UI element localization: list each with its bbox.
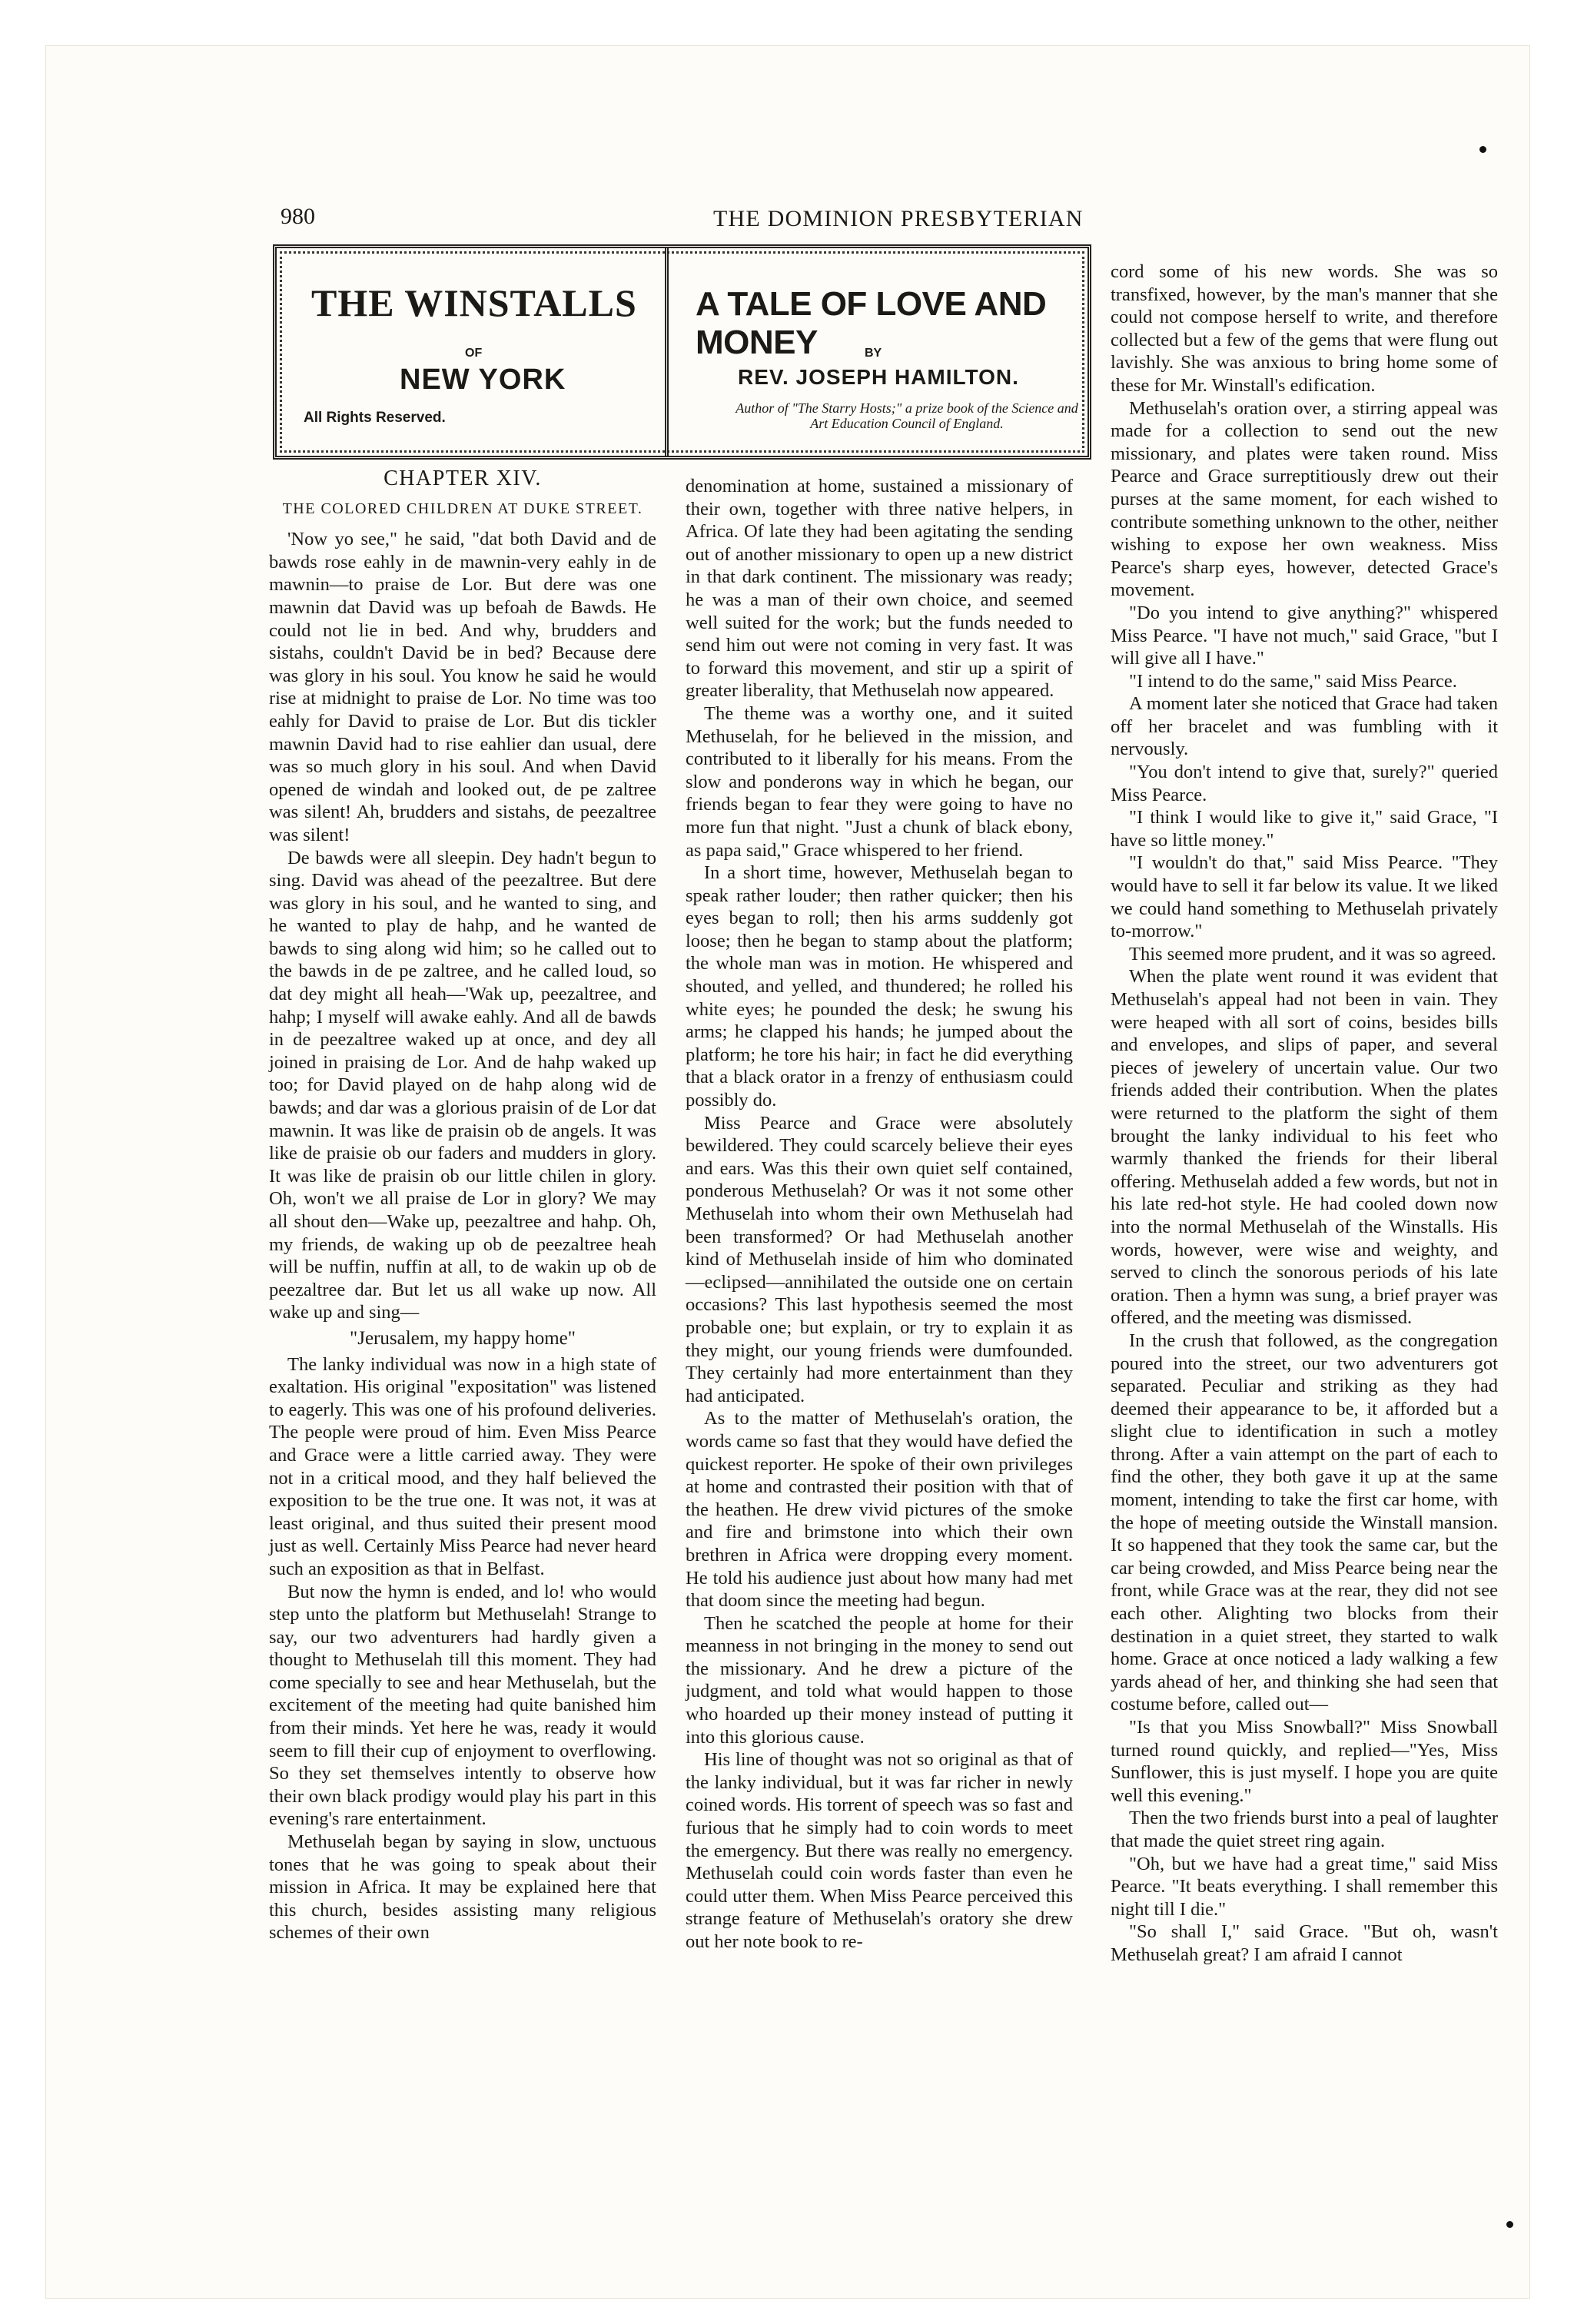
paragraph: A moment later she noticed that Grace had taken off her bracelet and was fumbling with it nervously. (1111, 693, 1498, 760)
serial-title-box (273, 244, 1091, 460)
ink-speck (1479, 146, 1486, 153)
paragraph: As to the matter of Methuselah's oration, the words came so fast that they would have defied the quickest reporter. He spoke of their own privileges at home and contrasted their position with that of the heathen. He drew vivid pictures of the smoke and fire and brimstone into which their own brethren in Africa were dropping every moment. He told his audience just about how many had met that doom since the meeting had begun. (686, 1408, 1073, 1612)
author-name: REV. JOSEPH HAMILTON. (738, 365, 1019, 389)
author-note: Author of "The Starry Hosts;" a prize book of the Science and Art Education Council of England. (736, 400, 1078, 431)
paragraph: "Is that you Miss Snowball?" Miss Snowball turned round quickly, and replied—"Yes, Miss Sunflower, this is just myself. I hope you are quite well this evening." (1111, 1717, 1498, 1806)
paragraph: Miss Pearce and Grace were absolutely bewildered. They could scarcely believe their eyes and ears. Was this their own quiet self contained, ponderous Methuselah? Or was it not some other Methuselah into whom their own Methuselah had been transformed? Or had Methuselah another kind of Methuselah inside of him who dominated—eclipsed—annihilated the outside one on certain occasions? This last hypothesis seemed the most probable one; but explain, or try to explain it as they might, our young friends were dumfounded. They certainly had more entertainment than they had anticipated. (686, 1112, 1073, 1406)
paragraph: Then he scatched the people at home for their meanness in not bringing in the money to send out the missionary. And he drew a picture of the judgment, and told what would happen to those who hoarded up their money instead of putting it into this glorious cause. (686, 1612, 1073, 1748)
newspaper-page (46, 46, 1529, 2298)
paragraph: denomination at home, sustained a missionary of their own, together with three native helpers, in Africa. Of late they had been agitating the sending out of another missionary to open up a new district in that dark continent. The missionary was ready; he was a man of their own choice, and seemed well suited for the work; but the funds needed to send him out were not coming in very fast. It was to forward this movement, and stir up a spirit of greater liberality, that Methuselah now appeared. (686, 476, 1073, 702)
rights-notice: All Rights Reserved. (304, 410, 446, 426)
page-number: 980 (281, 204, 315, 229)
column-3 (1111, 261, 1498, 1967)
running-head: THE DOMINION PRESBYTERIAN (713, 206, 1084, 231)
column-2 (686, 475, 1073, 1954)
paragraph: When the plate went round it was evident that Methuselah's appeal had not been in vain. They were heaped with all sort of coins, besides bills and envelopes, and slips of paper, and several pieces of jewelery of uncertain value. Our two friends added their contribution. When the plates were returned to the platform the sight of them brought the lanky individual to his feet who warmly thanked the friends for their liberal offering. Methuselah added a few words, but not in his late red-hot style. He had cooled down now into the normal Methuselah of the Winstalls. His words, however, were wise and weighty, and served to clinch the sonorous periods of his late oration. Then a hymn was sung, a brief prayer was offered, and the meeting was dismissed. (1111, 966, 1498, 1329)
paragraph: The lanky individual was now in a high state of exaltation. His original "expositation" was listened to eagerly. This was one of his profound deliveries. The people were proud of him. Even Miss Pearce and Grace were a little carried away. They were not in a critical mood, and they half believed the exposition to be the true one. It was not, it was at least original, and thus suited their present mood just as well. Certainly Miss Pearce had never heard such an exposition as that in Belfast. (269, 1353, 656, 1579)
hymn-title: "Jerusalem, my happy home" (350, 1327, 576, 1349)
serial-title: THE WINSTALLS (311, 281, 637, 324)
title-box-divider (665, 248, 669, 456)
paragraph: "So shall I," said Grace. "But oh, wasn't Methuselah great? I am afraid I cannot (1111, 1921, 1498, 1965)
column-1 (269, 467, 656, 1944)
paragraph: "You don't intend to give that, surely?" queried Miss Pearce. (1111, 762, 1498, 805)
paragraph: 'Now yo see," he said, "dat both David and de bawds rose eahly in de mawnin-very eahly in de mawnin—to praise de Lor. But dere was one mawnin dat David was up befoah de Bawds. He could not lie in bed. And why, brudders and sistahs, couldn't David be in bed? Because dere was glory in his soul. You know he said he would rise at midnight to praise de Lor. No time was too eahly for David to praise de Lor. But dis tickler mawnin David had to rise eahlier dan usual, dere was so much glory in his soul. And when David opened de windah and looked out, de pe zaltree was silent! Ah, brudders and sistahs, de peezaltree was silent! (269, 529, 656, 845)
paragraph: The theme was a worthy one, and it suited Methuselah, for he believed in the mission, and contributed to it liberally for his means. From the slow and ponderons way in which he began, our friends began to fear they were going to have no more fun that night. "Just a chunk of black ebony, as papa said," Grace whispered to her friend. (686, 702, 1073, 861)
paragraph: His line of thought was not so original as that of the lanky individual, but it was far richer in newly coined words. His torrent of speech was so fast and furious that he simply had to coin words to meet the emergency. But there was really no emergency. Methuselah could coin words faster than even he could utter them. When Miss Pearce perceived this strange feature of Methuselah's oratory she drew out her note book to re- (686, 1749, 1073, 1952)
paragraph: De bawds were all sleepin. Dey hadn't begun to sing. David was ahead of the peezaltree. But dere was glory in his soul, and he wanted to sing, and he wanted to play de hahp, and he wanted de bawds to sing along wid him; so he called out to the bawds in de pe zaltree, and he called loud, so dat dey might all heah—'Wak up, peezaltree, and hahp; I myself will awake eahly. And all de bawds in de peezaltree waked up at once, and dey all joined in praising de Lor. And de hahp waked up too; for David played on de hahp along wid de bawds; and dar was a glorious praisin of de Lor dat mawnin. It was like de praisin ob de angels. It was like de praisie ob our faders and mudders in glory. It was like de praisin ob our little chilen in glory. Oh, won't we all praise de Lor in glory? We may all shout den—Wake up, peezaltree and hahp. Oh, my friends, de waking up ob de peezaltree heah will be nuffin, nuffin at all, to de wakin up ob de peezaltree dar. But let us all wake up now. All wake up and sing— (269, 847, 656, 1323)
chapter-heading: CHAPTER XIV. (384, 466, 542, 490)
paragraph: In the crush that followed, as the congregation poured into the street, our two adventurers got separated. Peculiar and striking as they had deemed their appearance to be, it afforded but a slight clue to identification in such a motley throng. After a vain attempt on the part of each to find the other, they both gave it up at the same moment, intending to take the first car home, with the hope of meeting outside the Winstall mansion. It so happened that they took the same car, but the car being crowded, and Miss Pearce being near the front, while Grace was at the rear, they did not see each other. Alighting two blocks from their destination in a quiet street, they started to walk home. Grace at once noticed a lady walking a few yards ahead of her, and thinking she had seen that costume before, called out— (1111, 1330, 1498, 1715)
paragraph: "Do you intend to give anything?" whispered Miss Pearce. "I have not much," said Grace, "but I will give all I have." (1111, 602, 1498, 669)
paragraph: Then the two friends burst into a peal of laughter that made the quiet street ring again. (1111, 1808, 1498, 1851)
paragraph: Methuselah began by saying in slow, unctuous tones that he was going to speak about their mission in Africa. It may be explained here that this church, besides assisting many religious schemes of their own (269, 1831, 656, 1944)
paragraph: "I think I would like to give it," said Grace, "I have so little money." (1111, 807, 1498, 851)
ink-speck (1506, 2221, 1513, 2228)
paragraph: cord some of his new words. She was so transfixed, however, by the man's manner that she could not compose herself to write, and therefore collected but a few of the gems that were flung out lavishly. She was anxious to bring home some of these for Mr. Winstall's edification. (1111, 261, 1498, 396)
serial-title-of: OF (465, 347, 483, 360)
paragraph: "I intend to do the same," said Miss Pearce. (1129, 670, 1457, 692)
serial-subtitle: A TALE OF LOVE AND MONEY (696, 285, 1047, 361)
serial-title-place: NEW YORK (400, 364, 566, 396)
paragraph: Methuselah's oration over, a stirring appeal was made for a collection to send out the new missionary, and plates were taken round. Miss Pearce and Grace surreptitiously drew out their purses at the same moment, for each wished to contribute something unknown to the other, neither wishing to expose her own weakness. Miss Pearce's sharp eyes, however, detected Grace's movement. (1111, 397, 1498, 601)
paragraph: "I wouldn't do that," said Miss Pearce. "They would have to sell it far below its value. It we liked we could hand something to Methuselah privately to-morrow." (1111, 852, 1498, 942)
paragraph: But now the hymn is ended, and lo! who would step unto the platform but Methuselah! Strange to say, our two adventurers had hardly given a thought to Methuselah till this moment. They had come specially to see and hear Methuselah, but the excitement of the meeting had quite banished him from their minds. Yet here he was, ready it would seem to fill their cup of enjoyment to overflowing. So they set themselves intently to observe how their own black prodigy would play his part in this evening's rare entertainment. (269, 1581, 656, 1830)
paragraph: In a short time, however, Methuselah began to speak rather louder; then rather quicker; then his eyes began to roll; then his arms suddenly got loose; then he began to stamp about the platform; the whole man was in motion. He whispered and shouted, and yelled, and thundered; he rolled his white eyes; he pounded the desk; he swung his arms; he clapped his hands; he jumped about the platform; he tore his hair; in fact he did everything that a black orator in a frenzy of enthusiasm could possibly do. (686, 862, 1073, 1111)
paragraph: "Oh, but we have had a great time," said Miss Pearce. "It beats everything. I shall remember this night till I die." (1111, 1853, 1498, 1920)
paragraph: This seemed more prudent, and it was so agreed. (1129, 943, 1496, 964)
byline-label: BY (865, 347, 882, 360)
chapter-subheading: THE COLORED CHILDREN AT DUKE STREET. (282, 500, 643, 517)
